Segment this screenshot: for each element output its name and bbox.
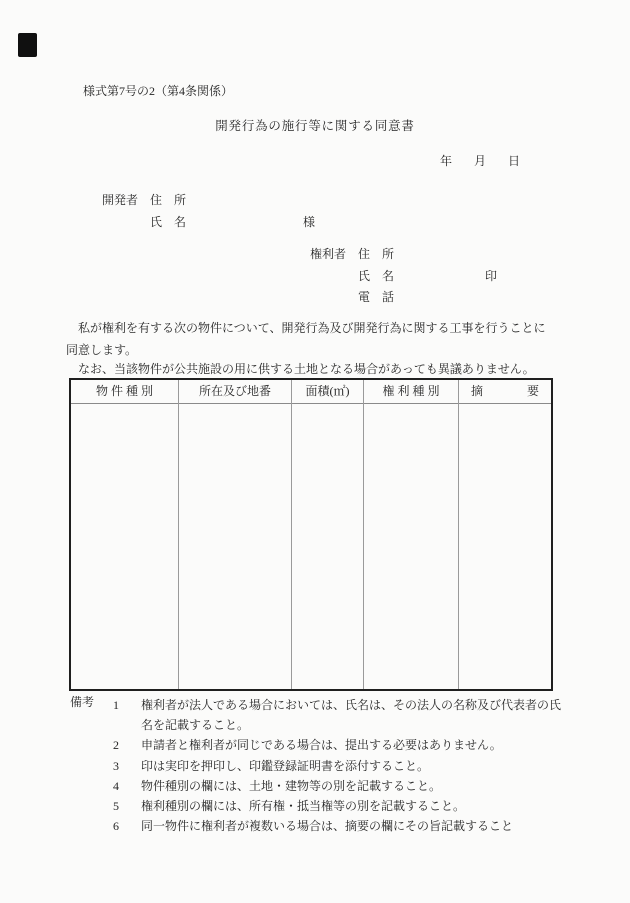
note-number: 1 bbox=[113, 698, 119, 712]
header-property-type: 物 件 種 別 bbox=[71, 380, 178, 404]
date-line bbox=[440, 154, 520, 168]
note-number: 4 bbox=[113, 778, 119, 793]
seal-label: 印 bbox=[485, 269, 498, 283]
header-location: 所在及び地番 bbox=[179, 380, 291, 404]
property-table bbox=[69, 378, 553, 691]
form-number: 様式第7号の2（第4条関係） bbox=[83, 84, 234, 98]
note-row bbox=[113, 735, 567, 755]
notes-label: 備考 bbox=[70, 695, 95, 709]
column-property-type bbox=[71, 380, 179, 689]
note-text: 権利者が法人である場合においては、氏名は、その法人の名称及び代表者の氏名を記載すること。 bbox=[141, 698, 562, 733]
column-remarks bbox=[459, 380, 551, 689]
phone-label: 電 話 bbox=[358, 290, 395, 304]
rights-holder-role-address-label: 権利者 住 所 bbox=[310, 247, 395, 261]
notes-list bbox=[113, 695, 567, 836]
rights-holder-name-label: 氏 名 bbox=[358, 269, 395, 283]
note-number: 5 bbox=[113, 799, 119, 814]
note-text: 印は実印を押印し、印鑑登録証明書を添付すること。 bbox=[141, 758, 430, 773]
consent-paragraph-line-3: なお、当該物件が公共施設の用に供する土地となる場合があっても異議ありません。 bbox=[66, 362, 535, 376]
note-number: 3 bbox=[113, 758, 119, 773]
cell-location bbox=[179, 404, 291, 689]
note-number: 6 bbox=[113, 819, 119, 834]
note-text: 物件種別の欄には、土地・建物等の別を記載すること。 bbox=[141, 778, 442, 793]
note-row bbox=[113, 756, 567, 776]
header-area: 面積(㎡) bbox=[292, 380, 363, 404]
column-right-type bbox=[364, 380, 459, 689]
note-text: 権利種別の欄には、所有権・抵当権等の別を記載すること。 bbox=[141, 799, 466, 814]
header-remarks-end: 要 bbox=[526, 384, 539, 398]
page-title: 開発行為の施行等に関する同意書 bbox=[215, 119, 415, 133]
cell-property-type bbox=[71, 404, 178, 689]
consent-paragraph-line-2: 同意します。 bbox=[66, 343, 138, 357]
header-remarks-start: 摘 bbox=[471, 384, 484, 398]
note-row bbox=[113, 695, 567, 735]
note-text: 申請者と権利者が同じである場合は、提出する必要はありません。 bbox=[141, 738, 502, 753]
column-location bbox=[179, 380, 292, 689]
developer-honorific: 様 bbox=[303, 215, 316, 229]
header-right-type: 権 利 種 別 bbox=[364, 380, 458, 404]
developer-role-address-label: 開発者 住 所 bbox=[102, 193, 187, 207]
day-label: 日 bbox=[508, 154, 521, 168]
note-row bbox=[113, 796, 567, 816]
month-label: 月 bbox=[474, 154, 487, 168]
consent-paragraph-line-1: 私が権利を有する次の物件について、開発行為及び開発行為に関する工事を行うことに bbox=[66, 321, 546, 335]
note-text: 同一物件に権利者が複数いる場合は、摘要の欄にその旨記載すること bbox=[141, 819, 514, 834]
cell-right-type bbox=[364, 404, 458, 689]
column-area bbox=[292, 380, 364, 689]
cell-remarks bbox=[459, 404, 551, 689]
note-row bbox=[113, 816, 567, 836]
developer-name-label: 氏 名 bbox=[150, 215, 187, 229]
scan-corner-mark bbox=[18, 33, 37, 57]
year-label: 年 bbox=[440, 154, 453, 168]
cell-area bbox=[292, 404, 363, 689]
note-row bbox=[113, 776, 567, 796]
header-remarks bbox=[459, 380, 551, 404]
note-number: 2 bbox=[113, 738, 119, 753]
